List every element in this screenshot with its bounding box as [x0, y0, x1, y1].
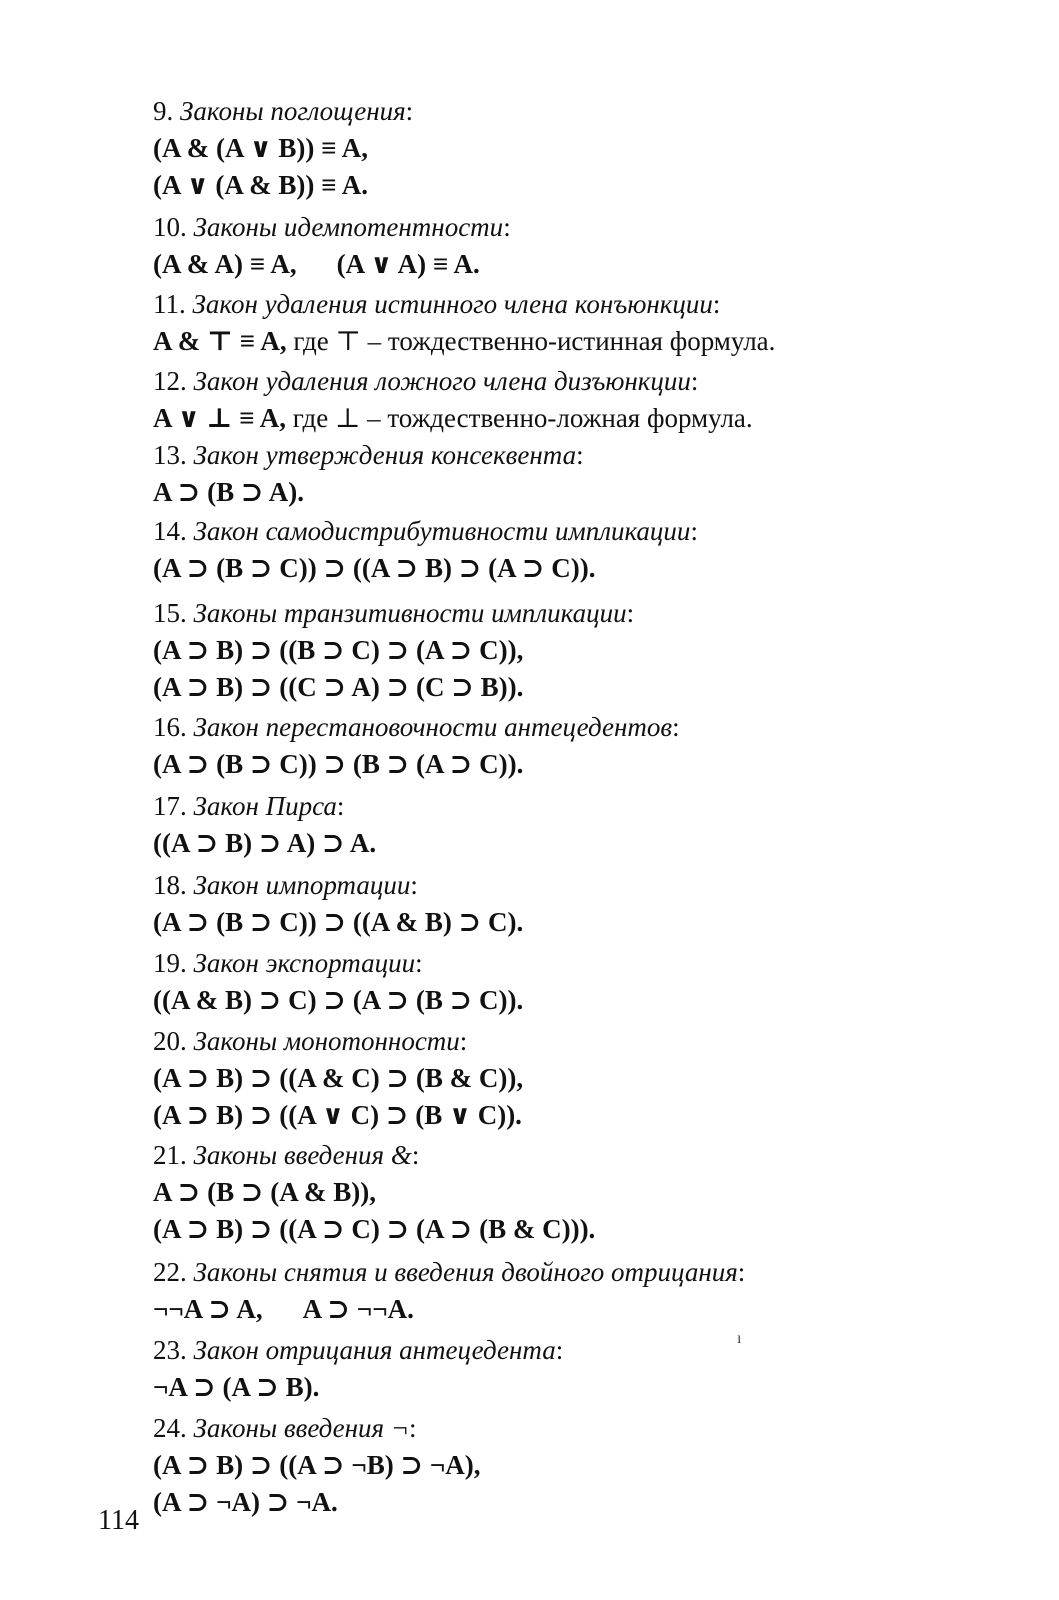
- formula: A ⊃ (B ⊃ (A & B)),: [153, 1177, 376, 1207]
- formula-line: [153, 550, 999, 587]
- law-number: 16.: [153, 712, 187, 742]
- law-name: Закон удаления ложного члена дизъюнкции: [193, 366, 691, 396]
- law-number: 14.: [153, 516, 187, 546]
- formula-line: [153, 632, 999, 669]
- law-number: 20.: [153, 1026, 187, 1056]
- law-item: [153, 1331, 999, 1406]
- formula-line: [153, 1097, 999, 1134]
- formula-line: [153, 474, 999, 511]
- law-item: [153, 512, 999, 587]
- law-name: Закон перестановочности антецедентов: [193, 712, 673, 742]
- law-number: 17.: [153, 791, 187, 821]
- law-title: 12. Закон удаления ложного члена дизъюнкции:: [153, 366, 699, 396]
- formula-line: [153, 1369, 999, 1406]
- formula-line: [153, 1484, 999, 1521]
- law-item: [153, 208, 999, 283]
- formula: (A ⊃ (B ⊃ C)) ⊃ ((A ⊃ B) ⊃ (A ⊃ C)).: [153, 553, 596, 583]
- law-number: 23.: [153, 1335, 187, 1365]
- law-item: [153, 1022, 999, 1134]
- formula-line: [153, 1211, 999, 1248]
- formula-note: где ⊤ – тождественно-истинная формула.: [286, 326, 776, 356]
- law-title: 20. Законы монотонности:: [153, 1026, 468, 1056]
- formula: (A ∨ A) ≡ A.: [336, 249, 480, 279]
- law-number: 21.: [153, 1140, 187, 1170]
- law-number: 19.: [153, 948, 187, 978]
- formula-line: [153, 1060, 999, 1097]
- formula-line: [153, 669, 999, 706]
- formula: (A & A) ≡ A,: [153, 249, 297, 279]
- formula: ((A & B) ⊃ C) ⊃ (A ⊃ (B ⊃ C)).: [153, 985, 524, 1015]
- law-name: Законы монотонности: [193, 1026, 460, 1056]
- law-item: [153, 1136, 999, 1248]
- law-name: Законы идемпотентности: [193, 212, 504, 242]
- formula-line: [153, 246, 999, 283]
- formula-line: [153, 1291, 999, 1328]
- law-item: [153, 866, 999, 941]
- formula: (A ⊃ (B ⊃ C)) ⊃ (B ⊃ (A ⊃ C)).: [153, 749, 524, 779]
- formula: (A ⊃ B) ⊃ ((A ⊃ C) ⊃ (A ⊃ (B & C))).: [153, 1214, 596, 1244]
- law-title: 11. Закон удаления истинного члена конъюнкции:: [153, 289, 721, 319]
- law-name: Закон экспортации: [193, 948, 416, 978]
- law-title: 9. Законы поглощения:: [153, 96, 414, 126]
- law-number: 24.: [153, 1413, 187, 1443]
- law-number: 9.: [153, 96, 174, 126]
- law-title: 13. Закон утверждения консеквента:: [153, 440, 584, 470]
- formula: A ∨ ⊥ ≡ A,: [153, 403, 286, 433]
- law-item: [153, 944, 999, 1019]
- law-title: 22. Законы снятия и введения двойного отрицания:: [153, 1257, 746, 1287]
- law-title: 23. Закон отрицания антецедента:: [153, 1335, 564, 1365]
- law-name: Законы введения ¬: [193, 1413, 410, 1443]
- law-number: 11.: [153, 289, 186, 319]
- law-name: Закон Пирса: [193, 791, 337, 821]
- law-title: 15. Законы транзитивности импликации:: [153, 598, 635, 628]
- formula: A & ⊤ ≡ A,: [153, 326, 287, 356]
- law-name: Закон импортации: [193, 870, 411, 900]
- formula: (A ∨ (A & B)) ≡ A.: [153, 170, 369, 200]
- formula-line: [153, 167, 999, 204]
- formula: (A ⊃ ¬A) ⊃ ¬A.: [153, 1487, 338, 1517]
- formula-line: [153, 323, 999, 360]
- law-name: Закон утверждения консеквента: [193, 440, 577, 470]
- law-item: [153, 285, 999, 360]
- formula-line: [153, 400, 999, 437]
- law-name: Закон отрицания антецедента: [193, 1335, 556, 1365]
- formula: (A ⊃ B) ⊃ ((A ∨ C) ⊃ (B ∨ C)).: [153, 1100, 522, 1130]
- law-item: [153, 1253, 999, 1328]
- law-number: 13.: [153, 440, 187, 470]
- law-name: Законы поглощения: [180, 96, 406, 126]
- formula: (A ⊃ B) ⊃ ((A & C) ⊃ (B & C)),: [153, 1063, 524, 1093]
- formula: ¬¬A ⊃ A,: [153, 1294, 263, 1324]
- formula: (A ⊃ B) ⊃ ((A ⊃ ¬B) ⊃ ¬A),: [153, 1450, 481, 1480]
- formula-line: [153, 982, 999, 1019]
- law-name: Законы снятия и введения двойного отрицания: [193, 1257, 738, 1287]
- law-item: [153, 1409, 999, 1521]
- law-name: Законы введения &: [193, 1140, 412, 1170]
- law-item: [153, 787, 999, 862]
- law-title: 14. Закон самодистрибутивности импликации:: [153, 516, 698, 546]
- formula: (A ⊃ B) ⊃ ((C ⊃ A) ⊃ (C ⊃ B)).: [153, 672, 524, 702]
- formula: (A ⊃ (B ⊃ C)) ⊃ ((A & B) ⊃ C).: [153, 907, 524, 937]
- law-title: 19. Закон экспортации:: [153, 948, 423, 978]
- formula: (A ⊃ B) ⊃ ((B ⊃ C) ⊃ (A ⊃ C)),: [153, 635, 524, 665]
- law-number: 15.: [153, 598, 187, 628]
- law-number: 22.: [153, 1257, 187, 1287]
- law-item: [153, 708, 999, 783]
- formula-line: [153, 904, 999, 941]
- formula-line: [153, 1447, 999, 1484]
- scan-speck: ı: [737, 1330, 742, 1347]
- formula-line: [153, 130, 999, 167]
- formula-line: [153, 825, 999, 862]
- law-title: 16. Закон перестановочности антецедентов:: [153, 712, 680, 742]
- formula: ¬A ⊃ (A ⊃ B).: [153, 1372, 320, 1402]
- law-item: [153, 362, 999, 437]
- formula: (A & (A ∨ B)) ≡ A,: [153, 133, 369, 163]
- page-number: 114: [98, 1505, 139, 1536]
- law-number: 10.: [153, 212, 187, 242]
- law-number: 12.: [153, 366, 187, 396]
- formula-line: [153, 746, 999, 783]
- law-title: 17. Закон Пирса:: [153, 791, 345, 821]
- law-item: [153, 92, 999, 204]
- law-title: 10. Законы идемпотентности:: [153, 212, 511, 242]
- formula: ((A ⊃ B) ⊃ A) ⊃ A.: [153, 828, 377, 858]
- formula-line: [153, 1174, 999, 1211]
- law-title: 21. Законы введения &:: [153, 1140, 420, 1170]
- law-item: [153, 436, 999, 511]
- law-item: [153, 594, 999, 706]
- formula: A ⊃ ¬¬A.: [302, 1294, 414, 1324]
- formula-note: где ⊥ – тождественно-ложная формула.: [286, 403, 753, 433]
- law-name: Закон самодистрибутивности импликации: [193, 516, 691, 546]
- law-name: Закон удаления истинного члена конъюнкции: [192, 289, 713, 319]
- law-number: 18.: [153, 870, 187, 900]
- law-title: 18. Закон импортации:: [153, 870, 418, 900]
- law-title: 24. Законы введения ¬:: [153, 1413, 417, 1443]
- law-name: Законы транзитивности импликации: [193, 598, 627, 628]
- formula: A ⊃ (B ⊃ A).: [153, 477, 305, 507]
